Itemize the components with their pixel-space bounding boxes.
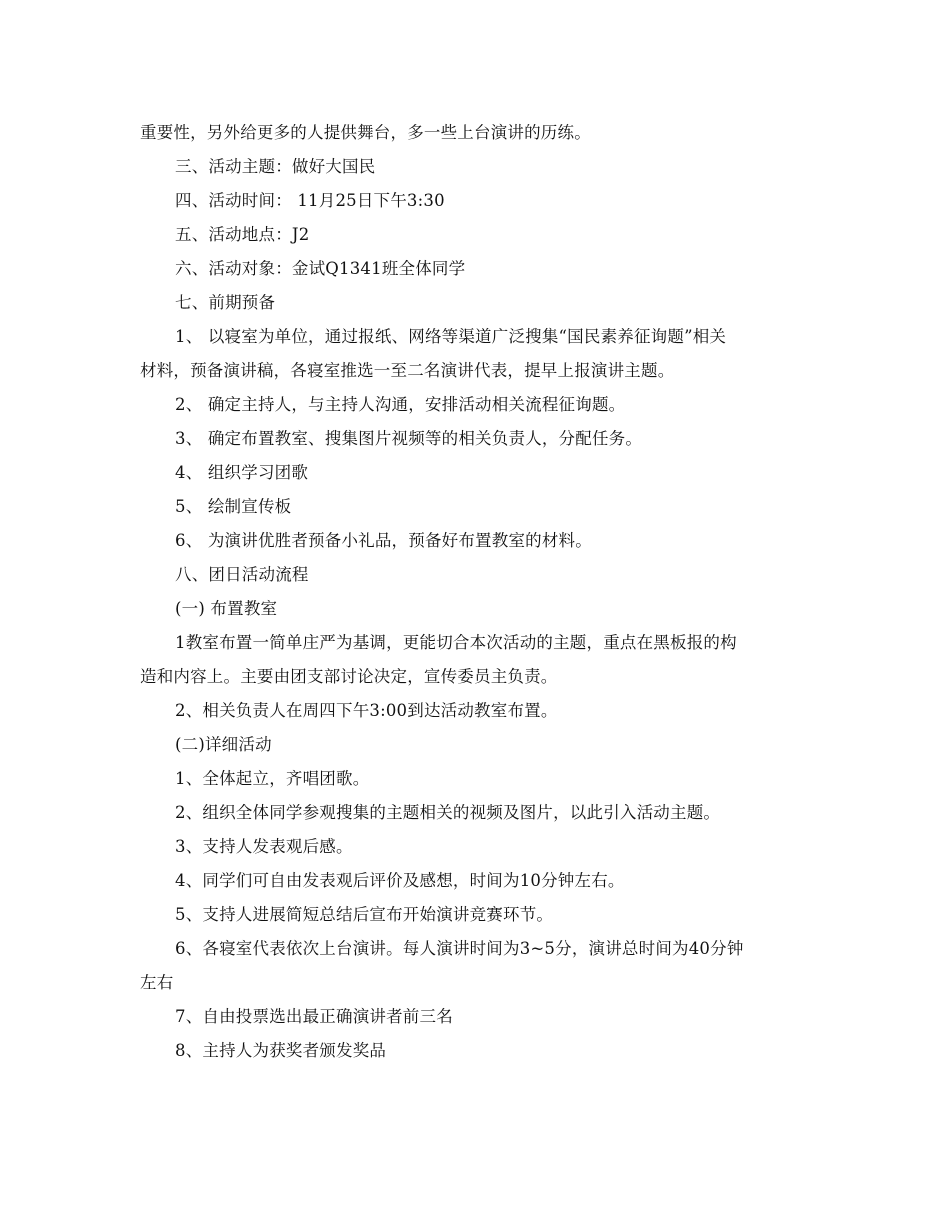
text-line: 1教室布置一简单庄严为基调，更能切合本次活动的主题，重点在黑板报的构: [175, 633, 737, 652]
text-line: 1、 以寝室为单位，通过报纸、网络等渠道广泛搜集“国民素养征询题”相关: [175, 327, 727, 346]
text-line: 7、自由投票选出最正确演讲者前三名: [175, 1007, 453, 1026]
text-line: 4、 组织学习团歌: [175, 463, 309, 482]
text-line: 四、活动时间： 11月25日下午3:30: [175, 191, 445, 210]
text-line: 3、 确定布置教室、搜集图片视频等的相关负责人，分配任务。: [175, 429, 643, 448]
text-line: 3、支持人发表观后感。: [175, 837, 353, 856]
body-text: [140, 116, 815, 1068]
text-line: 5、 绘制宣传板: [175, 497, 292, 516]
text-line: (一) 布置教室: [175, 599, 278, 618]
text-line: (二)详细活动: [175, 735, 272, 754]
text-line: 2、相关负责人在周四下午3:00到达活动教室布置。: [175, 701, 558, 720]
text-line: 2、 确定主持人，与主持人沟通，安排活动相关流程征询题。: [175, 395, 626, 414]
text-line: 6、 为演讲优胜者预备小礼品，预备好布置教室的材料。: [175, 531, 592, 550]
text-line: 8、主持人为获奖者颁发奖品: [175, 1041, 387, 1060]
text-line: 造和内容上。主要由团支部讨论决定，宣传委员主负责。: [140, 667, 558, 686]
text-line: 八、团日活动流程: [175, 565, 309, 584]
text-line: 七、前期预备: [175, 293, 276, 312]
text-line: 材料，预备演讲稿，各寝室推选一至二名演讲代表，提早上报演讲主题。: [140, 361, 675, 380]
text-line: 五、活动地点：J2: [175, 225, 310, 244]
text-line: 六、活动对象：金试Q1341班全体同学: [175, 259, 466, 278]
text-line: 重要性，另外给更多的人提供舞台，多一些上台演讲的历练。: [140, 123, 591, 142]
text-line: 三、活动主题：做好大国民: [175, 157, 376, 176]
text-line: 6、各寝室代表依次上台演讲。每人演讲时间为3~5分，演讲总时间为40分钟: [175, 939, 744, 958]
text-line: 左右: [140, 973, 174, 992]
text-line: 2、组织全体同学参观搜集的主题相关的视频及图片，以此引入活动主题。: [175, 803, 721, 822]
text-line: 4、同学们可自由发表观后评价及感想，时间为10分钟左右。: [175, 871, 625, 890]
text-line: 1、全体起立，齐唱团歌。: [175, 769, 370, 788]
text-line: 5、支持人进展简短总结后宣布开始演讲竞赛环节。: [175, 905, 554, 924]
